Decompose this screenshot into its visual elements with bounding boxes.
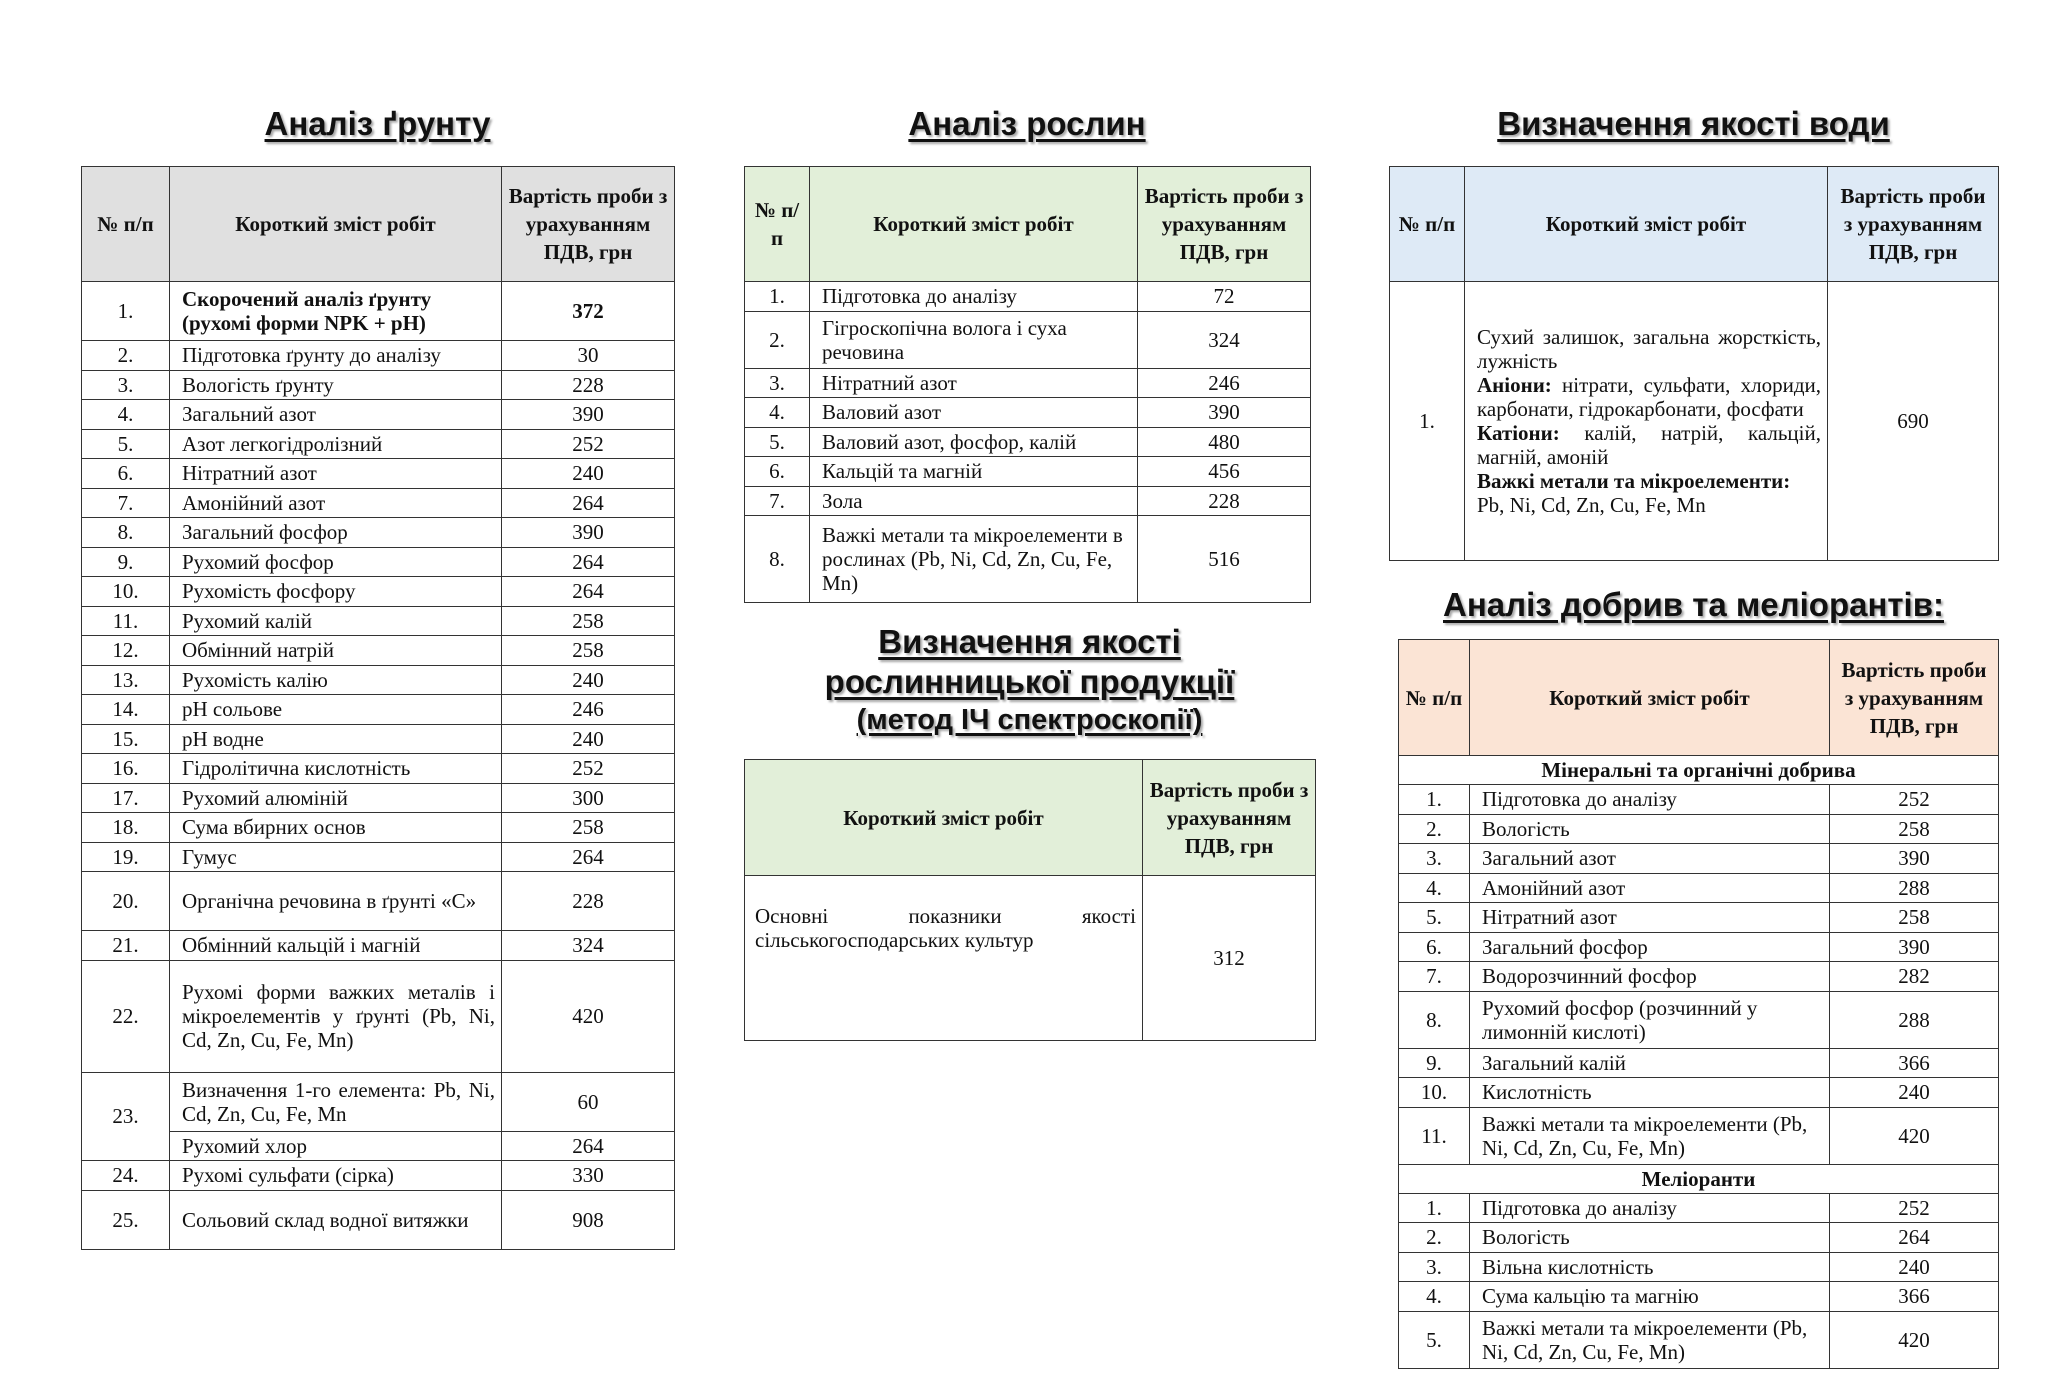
row-desc: Вологість ґрунту (170, 370, 502, 400)
row-price: 372 (502, 282, 675, 341)
row-price: 228 (502, 872, 675, 931)
table-row (1399, 1311, 1999, 1368)
header-num: № п/п (1390, 167, 1465, 282)
row-num: 1. (745, 282, 810, 312)
row-desc: pH водне (170, 724, 502, 754)
row-num: 3. (1399, 1252, 1470, 1282)
row-desc: Нітратний азот (170, 459, 502, 489)
row-num: 11. (1399, 1107, 1470, 1164)
soil-price-table (81, 166, 675, 1250)
row-num: 8. (82, 518, 170, 548)
table-row (1399, 785, 1999, 815)
row-num: 18. (82, 813, 170, 843)
row-desc: Підготовка до аналізу (1470, 1193, 1830, 1223)
row-num: 19. (82, 842, 170, 872)
header-desc: Короткий зміст робіт (170, 167, 502, 282)
table-row (745, 516, 1311, 603)
row-num: 5. (82, 429, 170, 459)
row-price: 264 (502, 1131, 675, 1161)
row-price: 324 (502, 931, 675, 961)
table-row (82, 724, 675, 754)
row-num: 7. (82, 488, 170, 518)
table-row (1390, 282, 1999, 561)
table-row (1399, 1252, 1999, 1282)
fert-price-table (1398, 639, 1999, 1369)
row-num: 9. (82, 547, 170, 577)
row-desc: Амонійний азот (1470, 873, 1830, 903)
row-price: 288 (1830, 873, 1999, 903)
table-row (1399, 1223, 1999, 1253)
row-desc: Важкі метали та мікроелементи (Pb, Ni, Cd, Zn, Cu, Fe, Mn) (1470, 1107, 1830, 1164)
row-price: 252 (1830, 785, 1999, 815)
row-price: 390 (502, 400, 675, 430)
row-num: 22. (82, 960, 170, 1072)
water-line-basic: Сухий залишок, загальна жорсткість, лужність (1477, 325, 1821, 373)
row-price: 240 (1830, 1252, 1999, 1282)
table-row (82, 606, 675, 636)
plants-title: Аналіз рослин (908, 105, 1146, 142)
row-desc: Важкі метали та мікроелементи в рослинах (Pb, Ni, Cd, Zn, Cu, Fe, Mn) (810, 516, 1138, 603)
row-num: 1. (1390, 282, 1465, 561)
row-price: 282 (1830, 962, 1999, 992)
row-price: 264 (502, 547, 675, 577)
row-price: 240 (502, 459, 675, 489)
table-row (82, 1161, 675, 1191)
row-desc: Визначення 1-го елемента: Pb, Ni, Cd, Zn, Cu, Fe, Mn (170, 1072, 502, 1131)
row-price: 420 (1830, 1311, 1999, 1368)
row-num: 10. (1399, 1078, 1470, 1108)
section-row-ameliorants (1399, 1164, 1999, 1193)
row-desc: Зола (810, 486, 1138, 516)
table-row (82, 931, 675, 961)
row-num: 10. (82, 577, 170, 607)
row-price: 366 (1830, 1048, 1999, 1078)
row-price: 420 (1830, 1107, 1999, 1164)
row-price: 390 (502, 518, 675, 548)
table-row (82, 400, 675, 430)
row-num: 1. (1399, 1193, 1470, 1223)
row-desc: Сума кальцію та магнію (1470, 1282, 1830, 1312)
row-price: 246 (1138, 368, 1311, 398)
row-desc: Основні показники якості сільськогосподарських культур (745, 876, 1143, 1041)
row-num: 1. (82, 282, 170, 341)
header-desc: Короткий зміст робіт (810, 167, 1138, 282)
table-row (1399, 1282, 1999, 1312)
row-desc: Обмінний кальцій і магній (170, 931, 502, 961)
header-price: Вартість проби з урахуванням ПДВ, грн (1143, 760, 1316, 876)
table-row (82, 282, 675, 341)
row-desc: Нітратний азот (810, 368, 1138, 398)
table-row (1399, 903, 1999, 933)
header-num: № п/п (1399, 640, 1470, 756)
row-num: 4. (1399, 873, 1470, 903)
table-row (1399, 873, 1999, 903)
table-row (1399, 1078, 1999, 1108)
table-row (82, 754, 675, 784)
row-desc: Сума вбирних основ (170, 813, 502, 843)
header-price: Вартість проби з урахуванням ПДВ, грн (1138, 167, 1311, 282)
anions-list: нітрати, сульфати, хлориди, карбонати, гідрокарбонати, фосфати (1477, 373, 1821, 421)
row-price: 420 (502, 960, 675, 1072)
row-num: 20. (82, 872, 170, 931)
row-num: 6. (82, 459, 170, 489)
cations-list: калій, натрій, кальцій, магній, амоній (1477, 421, 1821, 469)
row-desc: pH сольове (170, 695, 502, 725)
table-row (82, 1190, 675, 1249)
ir-title-line1: Визначення якості (878, 623, 1181, 660)
table-row (82, 960, 675, 1072)
row-price: 258 (1830, 903, 1999, 933)
ir-price-table (744, 759, 1316, 1041)
section-label: Мінеральні та органічні добрива (1399, 756, 1999, 785)
row-desc: Загальний азот (1470, 844, 1830, 874)
row-desc: Рухомість калію (170, 665, 502, 695)
table-row (1399, 962, 1999, 992)
table-row (82, 636, 675, 666)
ir-title-line2: рослинницької продукції (824, 663, 1235, 700)
row-num: 4. (82, 400, 170, 430)
row-price: 324 (1138, 311, 1311, 368)
row-desc: Підготовка до аналізу (810, 282, 1138, 312)
table-row (82, 783, 675, 813)
row-price: 258 (502, 606, 675, 636)
table-row (745, 486, 1311, 516)
row-num: 11. (82, 606, 170, 636)
row-desc: Органічна речовина в ґрунті «С» (170, 872, 502, 931)
row-desc: Вільна кислотність (1470, 1252, 1830, 1282)
row-price: 264 (502, 488, 675, 518)
row-price: 330 (502, 1161, 675, 1191)
row-price: 30 (502, 341, 675, 371)
row-num: 5. (1399, 903, 1470, 933)
row-price: 240 (502, 724, 675, 754)
row-num: 4. (745, 398, 810, 428)
table-row (1399, 932, 1999, 962)
row-desc: Водорозчинний фосфор (1470, 962, 1830, 992)
row-num: 13. (82, 665, 170, 695)
anions-label: Аніони: (1477, 373, 1552, 397)
row-num: 25. (82, 1190, 170, 1249)
row-desc: Загальний фосфор (170, 518, 502, 548)
ir-title (744, 622, 1315, 738)
row-desc: Рухомі сульфати (сірка) (170, 1161, 502, 1191)
row-desc: Скорочений аналіз ґрунту (рухомі форми NPK + pH) (170, 282, 502, 341)
row-num: 6. (745, 457, 810, 487)
table-row (82, 695, 675, 725)
row-price: 480 (1138, 427, 1311, 457)
row-num: 12. (82, 636, 170, 666)
row-price: 390 (1138, 398, 1311, 428)
row-price: 312 (1143, 876, 1316, 1041)
row-desc: Гумус (170, 842, 502, 872)
section-row-fertilizers (1399, 756, 1999, 785)
table-row (82, 665, 675, 695)
row-price: 288 (1830, 991, 1999, 1048)
row-desc: Рухомий фосфор (розчинний у лимонній кислоті) (1470, 991, 1830, 1048)
row-price: 252 (1830, 1193, 1999, 1223)
row-price: 264 (1830, 1223, 1999, 1253)
row-desc: Амонійний азот (170, 488, 502, 518)
header-desc: Короткий зміст робіт (745, 760, 1143, 876)
header-price: Вартість проби з урахуванням ПДВ, грн (502, 167, 675, 282)
row-num: 3. (745, 368, 810, 398)
row-desc: Підготовка ґрунту до аналізу (170, 341, 502, 371)
row-price: 690 (1828, 282, 1999, 561)
row-num: 6. (1399, 932, 1470, 962)
row-num: 1. (1399, 785, 1470, 815)
row-desc: Важкі метали та мікроелементи (Pb, Ni, Cd, Zn, Cu, Fe, Mn) (1470, 1311, 1830, 1368)
metals-label: Важкі метали та мікроелементи: (1477, 469, 1791, 493)
row-desc: Рухомий калій (170, 606, 502, 636)
row-num: 2. (745, 311, 810, 368)
row-desc: Гігроскопічна волога і суха речовина (810, 311, 1138, 368)
row-price: 228 (502, 370, 675, 400)
row-price: 516 (1138, 516, 1311, 603)
row-price: 300 (502, 783, 675, 813)
row-desc: Кислотність (1470, 1078, 1830, 1108)
table-row (82, 577, 675, 607)
row-num: 14. (82, 695, 170, 725)
row-price: 390 (1830, 844, 1999, 874)
row-num: 16. (82, 754, 170, 784)
row-price: 60 (502, 1072, 675, 1131)
row-desc: Рухомість фосфору (170, 577, 502, 607)
table-row (1399, 844, 1999, 874)
row-price: 258 (502, 813, 675, 843)
table-row (1399, 1048, 1999, 1078)
row-desc: Загальний азот (170, 400, 502, 430)
fert-title: Аналіз добрив та меліорантів: (1443, 586, 1944, 623)
table-row (745, 398, 1311, 428)
soil-title: Аналіз ґрунту (264, 105, 491, 142)
row-price: 258 (1830, 814, 1999, 844)
table-row (1399, 1107, 1999, 1164)
water-line-anions (1477, 373, 1821, 421)
row-desc: Гідролітична кислотність (170, 754, 502, 784)
table-row (82, 872, 675, 931)
row-price: 252 (502, 754, 675, 784)
table-row (745, 427, 1311, 457)
row-num: 2. (1399, 1223, 1470, 1253)
table-row (745, 457, 1311, 487)
row-desc: Валовий азот, фосфор, калій (810, 427, 1138, 457)
row-price: 264 (502, 577, 675, 607)
table-row (82, 842, 675, 872)
row-price: 228 (1138, 486, 1311, 516)
table-row (1399, 991, 1999, 1048)
table-row (82, 813, 675, 843)
header-desc: Короткий зміст робіт (1470, 640, 1830, 756)
row-num: 7. (1399, 962, 1470, 992)
row-num: 7. (745, 486, 810, 516)
header-price: Вартість проби з урахуванням ПДВ, грн (1830, 640, 1999, 756)
row-desc: Сольовий склад водної витяжки (170, 1190, 502, 1249)
table-row (82, 370, 675, 400)
metals-list: Pb, Ni, Cd, Zn, Cu, Fe, Mn (1477, 493, 1706, 517)
row-price: 264 (502, 842, 675, 872)
water-line-cations (1477, 421, 1821, 469)
row-price: 908 (502, 1190, 675, 1249)
row-price: 258 (502, 636, 675, 666)
row-desc: Вологість (1470, 814, 1830, 844)
row-num: 9. (1399, 1048, 1470, 1078)
row-desc: Азот легкогідролізний (170, 429, 502, 459)
row-num: 17. (82, 783, 170, 813)
row-desc: Рухомі форми важких металів і мікроелементів у ґрунті (Pb, Ni, Cd, Zn, Cu, Fe, Mn) (170, 960, 502, 1072)
row-desc: Кальцій та магній (810, 457, 1138, 487)
water-price-table (1389, 166, 1999, 561)
header-num: № п/п (745, 167, 810, 282)
table-row (745, 876, 1316, 1041)
row-price: 456 (1138, 457, 1311, 487)
row-num: 8. (1399, 991, 1470, 1048)
row-desc: Загальний калій (1470, 1048, 1830, 1078)
table-row (82, 341, 675, 371)
row-desc: Обмінний натрій (170, 636, 502, 666)
row-price: 252 (502, 429, 675, 459)
row-price: 240 (1830, 1078, 1999, 1108)
row-num: 24. (82, 1161, 170, 1191)
row-num: 3. (1399, 844, 1470, 874)
table-row (82, 459, 675, 489)
row-num: 21. (82, 931, 170, 961)
table-row (82, 429, 675, 459)
row-num: 5. (745, 427, 810, 457)
table-row (745, 311, 1311, 368)
row-desc: Рухомий фосфор (170, 547, 502, 577)
header-num: № п/п (82, 167, 170, 282)
row-price: 240 (502, 665, 675, 695)
row-price: 390 (1830, 932, 1999, 962)
ir-subtitle: (метод ІЧ спектроскопії) (856, 704, 1203, 736)
row-desc: Нітратний азот (1470, 903, 1830, 933)
row-desc (1465, 282, 1828, 561)
table-row (82, 518, 675, 548)
water-line-metals (1477, 469, 1821, 517)
cations-label: Катіони: (1477, 421, 1560, 445)
row-price: 366 (1830, 1282, 1999, 1312)
row-desc: Валовий азот (810, 398, 1138, 428)
row-num: 8. (745, 516, 810, 603)
table-row (82, 1131, 675, 1161)
table-row (82, 488, 675, 518)
table-row (1399, 814, 1999, 844)
row-desc: Загальний фосфор (1470, 932, 1830, 962)
table-row (82, 547, 675, 577)
row-num: 3. (82, 370, 170, 400)
row-num: 4. (1399, 1282, 1470, 1312)
row-desc: Рухомий алюміній (170, 783, 502, 813)
table-row (82, 1072, 675, 1131)
row-desc: Вологість (1470, 1223, 1830, 1253)
row-num: 5. (1399, 1311, 1470, 1368)
row-num: 15. (82, 724, 170, 754)
row-num: 23. (82, 1072, 170, 1161)
row-desc: Підготовка до аналізу (1470, 785, 1830, 815)
header-price: Вартість проби з урахуванням ПДВ, грн (1828, 167, 1999, 282)
row-price: 72 (1138, 282, 1311, 312)
row-desc: Рухомий хлор (170, 1131, 502, 1161)
table-row (745, 282, 1311, 312)
header-desc: Короткий зміст робіт (1465, 167, 1828, 282)
section-label: Меліоранти (1399, 1164, 1999, 1193)
water-title: Визначення якості води (1497, 105, 1890, 142)
row-num: 2. (1399, 814, 1470, 844)
table-row (1399, 1193, 1999, 1223)
row-price: 246 (502, 695, 675, 725)
plants-price-table (744, 166, 1311, 603)
table-row (745, 368, 1311, 398)
row-num: 2. (82, 341, 170, 371)
